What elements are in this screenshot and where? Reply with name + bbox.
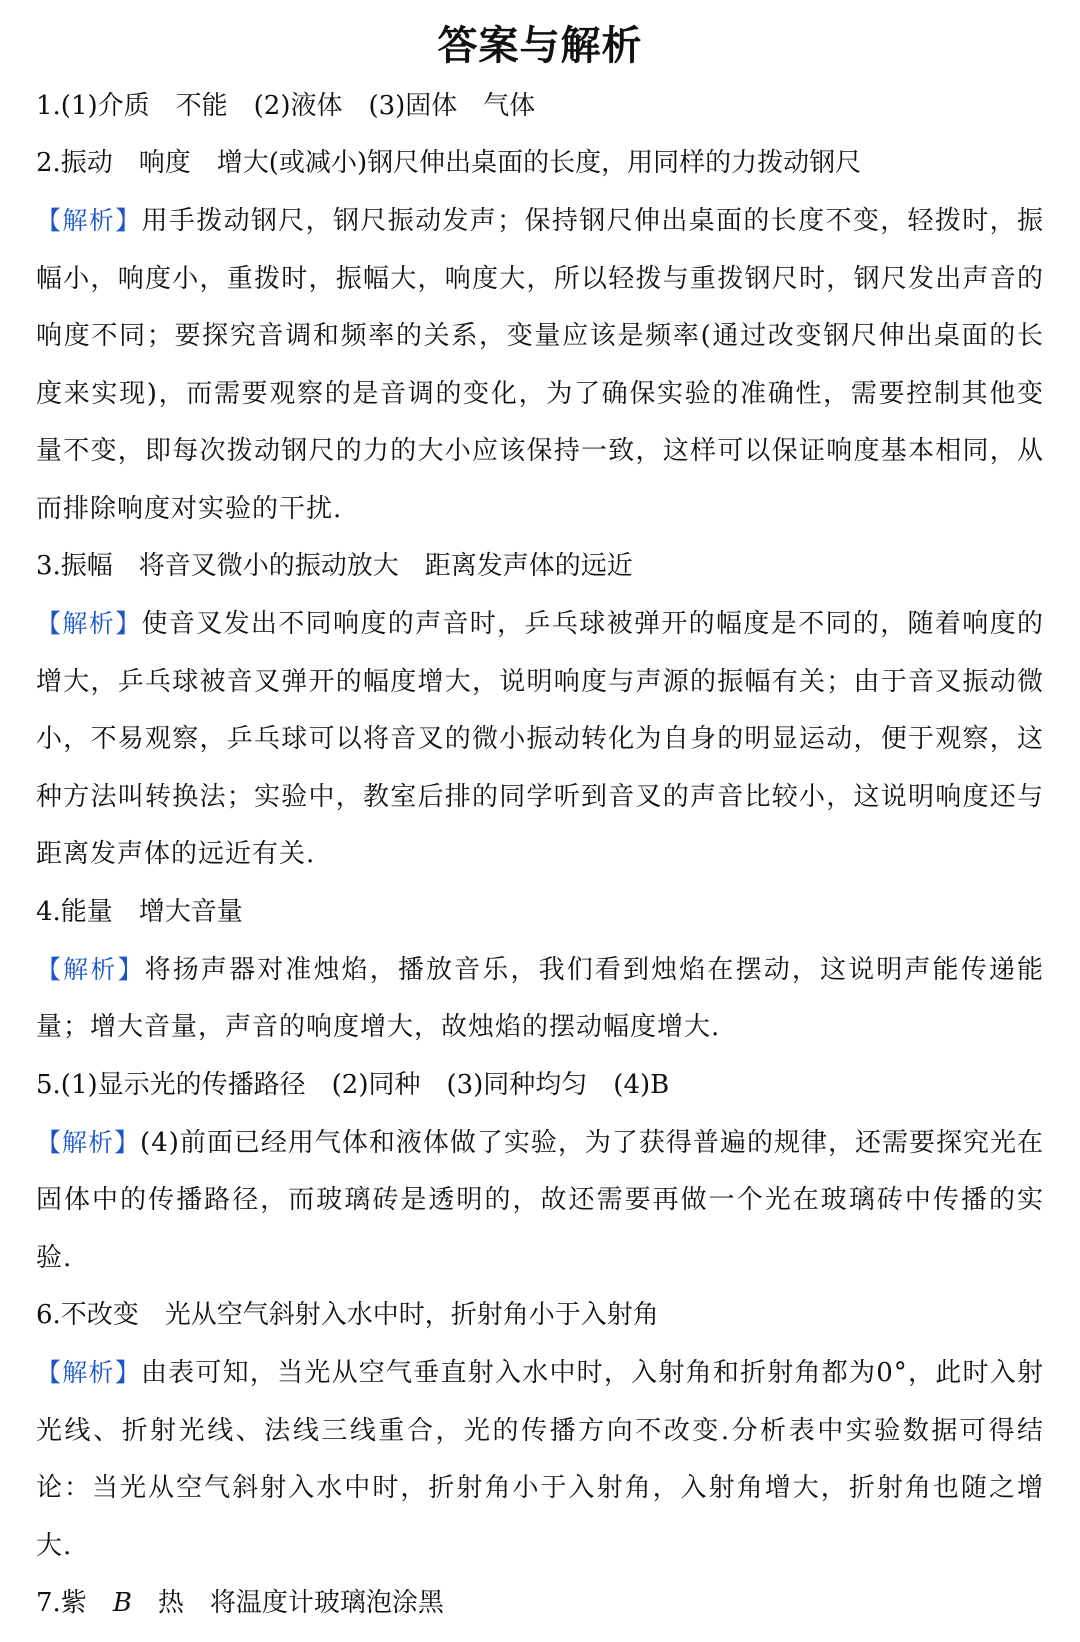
answer-4: 4.能量 增大音量 [36,896,243,927]
answer-7-prefix: 7.紫 [36,1588,113,1618]
analysis-2-text: 用手拨动钢尺，钢尺振动发声；保持钢尺伸出桌面的长度不变，轻拨时，振幅小，响度小，重拨时，振幅大，响度大，所以轻拨与重拨钢尺时，钢尺发出声音的响度不同；要探究音调和频率的关系，变量应该是频率(通过改变钢尺伸出桌面的长度来实现)，而需要观察的是音调的变化，为了确保实验的准确性，需要控制其他变量不变，即每次拨动钢尺的力的大小应该保持一致，这样可以保证响度基本相同，从而排除响度对实验的干扰. [36,206,1044,524]
analysis-4 [36,941,1044,1057]
answer-3: 3.振幅 将音叉微小的振动放大 距离发声体的远近 [36,551,633,581]
analysis-tag: 【解析】 [36,954,145,984]
analysis-3 [36,595,1044,884]
analysis-tag: 【解析】 [36,1127,141,1157]
answer-7-suffix: 热 将温度计玻璃泡涂黑 [131,1588,444,1618]
analysis-tag: 【解析】 [36,609,142,638]
answer-1: 1.(1)介质 不能 (2)液体 (3)固体 气体 [36,91,536,121]
answer-6: 6.不改变 光从空气斜射入水中时，折射角小于入射角 [36,1300,659,1330]
answer-5: 5.(1)显示光的传播路径 (2)同种 (3)同种均匀 (4)B [36,1069,670,1100]
analysis-3-text: 使音叉发出不同响度的声音时，乒乓球被弹开的幅度是不同的，随着响度的增大，乒乓球被音叉弹开的幅度增大，说明响度与声源的振幅有关；由于音叉振动微小，不易观察，乒乓球可以将音叉的微小振动转化为自身的明显运动，便于观察，这种方法叫转换法；实验中，教室后排的同学听到音叉的声音比较小，这说明响度还与距离发声体的远近有关. [36,609,1044,869]
analysis-6 [36,1344,1044,1575]
analysis-5 [36,1114,1044,1288]
answer-2: 2.振动 响度 增大(或减小)钢尺伸出桌面的长度，用同样的力拨动钢尺 [36,148,862,178]
analysis-5-text: (4)前面已经用气体和液体做了实验，为了获得普遍的规律，还需要探究光在固体中的传播路径，而玻璃砖是透明的，故还需要再做一个光在玻璃砖中传播的实验. [36,1127,1044,1273]
analysis-tag: 【解析】 [36,1358,141,1387]
answer-7-option: B [112,1588,132,1618]
answer-7 [36,1575,1044,1632]
page-title: 答案与解析 [437,23,643,69]
analysis-2 [36,192,1044,538]
analysis-tag: 【解析】 [36,206,142,235]
analysis-6-text: 由表可知，当光从空气垂直射入水中时，入射角和折射角都为0°，此时入射光线、折射光线、法线三线重合，光的传播方向不改变.分析表中实验数据可得结论：当光从空气斜射入水中时，折射角小于入射角，入射角增大，折射角也随之增大. [36,1358,1044,1561]
analysis-4-text: 将扬声器对准烛焰，播放音乐，我们看到烛焰在摆动，这说明声能传递能量；增大音量，声音的响度增大，故烛焰的摆动幅度增大. [36,954,1044,1042]
